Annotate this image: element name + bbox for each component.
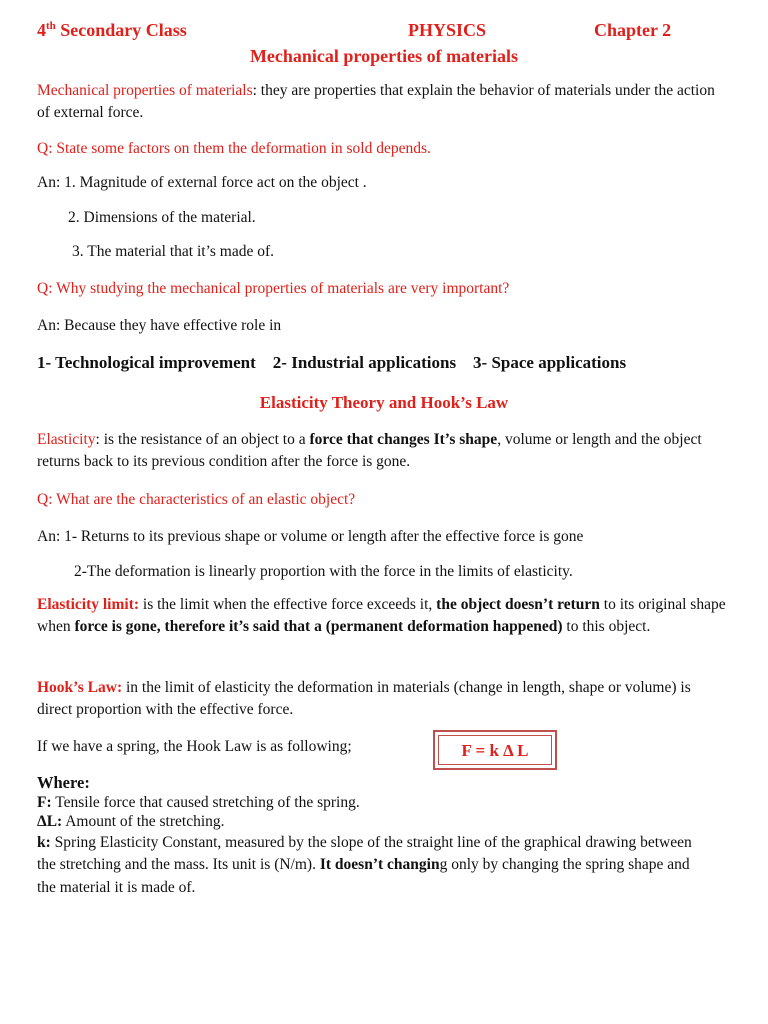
definition-hooks-law: Hook’s Law: in the limit of elasticity the deformation in materials (change in length, shape or volume) is direct proportion with the effective force. xyxy=(37,679,691,719)
class-label: 4th Secondary Class xyxy=(37,20,187,40)
definition-elasticity-limit: Elasticity limit: is the limit when the effective force exceeds it, the object doesn’t return to its original shape when force is gone, therefore it’s said that a (permanent deformation happened) to this object. xyxy=(37,596,726,636)
answer-3-line-2: 2-The deformation is linearly proportion with the force in the limits of elasticity. xyxy=(74,563,573,580)
definition-mechanical-properties: Mechanical properties of materials: they are properties that explain the behavior of materials under the action of external force. xyxy=(37,82,715,122)
question-2: Q: Why studying the mechanical properties of materials are very important? xyxy=(37,280,510,297)
chapter-label: Chapter 2 xyxy=(594,20,672,40)
question-1: Q: State some factors on them the deformation in sold depends. xyxy=(37,140,431,157)
answer-1-line-3: 3. The material that it’s made of. xyxy=(72,243,275,260)
section-title: Elasticity Theory and Hook’s Law xyxy=(259,393,509,412)
answer-3-line-1: An: 1- Returns to its previous shape or volume or length after the effective force is gone xyxy=(37,528,584,545)
page-title: Mechanical properties of materials xyxy=(249,46,519,66)
applications-list: 1- Technological improvement 2- Industrial applications 3- Space applications xyxy=(37,353,627,372)
where-f: F: Tensile force that caused stretching of the spring. xyxy=(37,794,360,811)
answer-1-line-1: An: 1. Magnitude of external force act on the object . xyxy=(37,174,367,191)
definition-elasticity: Elasticity: is the resistance of an object to a force that changes It’s shape, volume or length and the object returns back to its previous condition after the force is gone. xyxy=(37,431,702,471)
answer-1-line-2: 2. Dimensions of the material. xyxy=(68,209,256,226)
question-3: Q: What are the characteristics of an elastic object? xyxy=(37,491,356,508)
answer-2: An: Because they have effective role in xyxy=(37,317,282,334)
formula-text: F = k Δ L xyxy=(438,735,552,765)
spring-intro: If we have a spring, the Hook Law is as following; xyxy=(37,738,352,755)
where-delta-l: ΔL: Amount of the stretching. xyxy=(37,813,225,830)
where-k: k: Spring Elasticity Constant, measured by the slope of the straight line of the graphical drawing between the stretching and the mass. Its unit is (N/m). It doesn’t changing only by changing the spring shape and the material it is made of. xyxy=(37,834,692,896)
formula-box xyxy=(433,730,557,770)
where-label: Where: xyxy=(37,773,90,792)
subject-label: PHYSICS xyxy=(408,20,487,40)
